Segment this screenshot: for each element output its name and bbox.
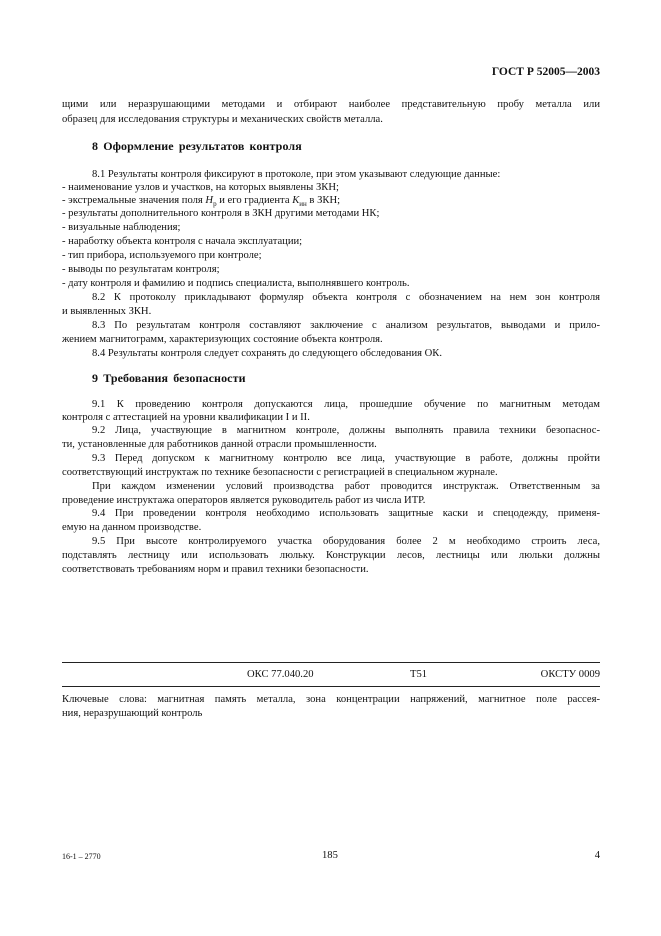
paragraph-9-2: ти, установленные для работников данной отрасли промышленности.	[62, 439, 377, 450]
list-item: - наименование узлов и участков, на которых выявлены ЗКН;	[62, 182, 339, 193]
paragraph-8-2: 8.2 К протоколу прикладывают формуляр объекта контроля с обозначением на нем зон контроля	[92, 292, 600, 303]
section-9-title: 9 Требования безопасности	[92, 371, 246, 385]
gradient-symbol: K	[292, 195, 300, 206]
paragraph-9-5: соответствовать требованиям норм и правил техники безопасности.	[62, 564, 369, 575]
oks-code: ОКС 77.040.20	[247, 669, 314, 680]
paragraph-9-4: 9.4 При проведении контроля необходимо использовать защитные каски и спецодежду, применя-	[92, 508, 600, 519]
standard-code: ГОСТ Р 52005—2003	[491, 66, 600, 78]
paragraph-9-2: 9.2 Лица, участвующие в магнитном контроле, должны выполнять правила техники безопаснос-	[92, 425, 600, 436]
t-code: Т51	[410, 669, 428, 680]
paragraph-9-5: 9.5 При высоте контролируемого участка оборудования более 2 м необходимо строить леса,	[92, 536, 600, 547]
paragraph-9-3: 9.3 Перед допуском к магнитному контролю все лица, участвующие в работе, должны пройти	[92, 453, 600, 464]
field-symbol: H	[205, 195, 214, 206]
paragraph-8-1: 8.1 Результаты контроля фиксируют в протоколе, при этом указывают следующие данные:	[92, 169, 501, 180]
okstu-code: ОКСТУ 0009	[540, 669, 600, 680]
list-item: - результаты дополнительного контроля в ЗКН другими методами НК;	[62, 208, 380, 219]
paragraph-9-1: контроля с аттестацией на уровни квалификации I и II.	[62, 412, 310, 423]
list-item: - экстремальные значения поля $H_p$ и его градиента $K_{ин}$ в ЗКН;	[62, 195, 341, 209]
intro-line: щими или неразрушающими методами и отбирают наиболее представительную пробу металла или	[62, 99, 600, 110]
divider	[62, 662, 600, 663]
paragraph-9-1: 9.1 К проведению контроля допускаются лица, прошедшие обучение по магнитным методам	[92, 399, 600, 410]
paragraph-9-5: подставлять лестницу или использовать люльку. Конструкции лесов, лестницы или люльки должны	[62, 550, 600, 561]
keywords-line: ния, неразрушающий контроль	[62, 708, 203, 719]
divider	[62, 686, 600, 687]
paragraph-9-3-note: проведение инструктажа операторов является руководитель работ из числа ИТР.	[62, 495, 426, 506]
paragraph-9-3: соответствующий инструктаж по технике безопасности с регистрацией в специальном журнале.	[62, 467, 498, 478]
keywords-line: Ключевые слова: магнитная память металла, зона концентрации напряжений, магнитное поле рассея-	[62, 694, 600, 705]
paragraph-9-3-note: При каждом изменении условий производства работ проводится инструктаж. Ответственным за	[92, 481, 600, 492]
paragraph-9-4: емую на данном производстве.	[62, 522, 202, 533]
list-item: - наработку объекта контроля с начала эксплуатации;	[62, 236, 303, 247]
list-item: - визуальные наблюдения;	[62, 222, 181, 233]
paragraph-8-3: 8.3 По результатам контроля составляют заключение с анализом результатов, выводами и прило-	[92, 320, 600, 331]
page-number: 185	[322, 850, 338, 861]
list-item: - тип прибора, используемого при контроле;	[62, 250, 262, 261]
list-item: - выводы по результатам контроля;	[62, 264, 220, 275]
section-8-title: 8 Оформление результатов контроля	[92, 139, 302, 153]
paragraph-8-3: жением магнитограмм, характеризующих состояние объекта контроля.	[62, 334, 383, 345]
paragraph-8-4: 8.4 Результаты контроля следует сохранять до следующего обследования ОК.	[92, 348, 443, 359]
print-code: 16-1 – 2770	[62, 852, 101, 861]
paragraph-8-2: и выявленных ЗКН.	[62, 306, 152, 317]
list-item: - дату контроля и фамилию и подпись специалиста, выполнявшего контроль.	[62, 278, 410, 289]
sheet-number: 4	[594, 850, 600, 861]
intro-line: образец для исследования структуры и механических свойств металла.	[62, 114, 383, 125]
